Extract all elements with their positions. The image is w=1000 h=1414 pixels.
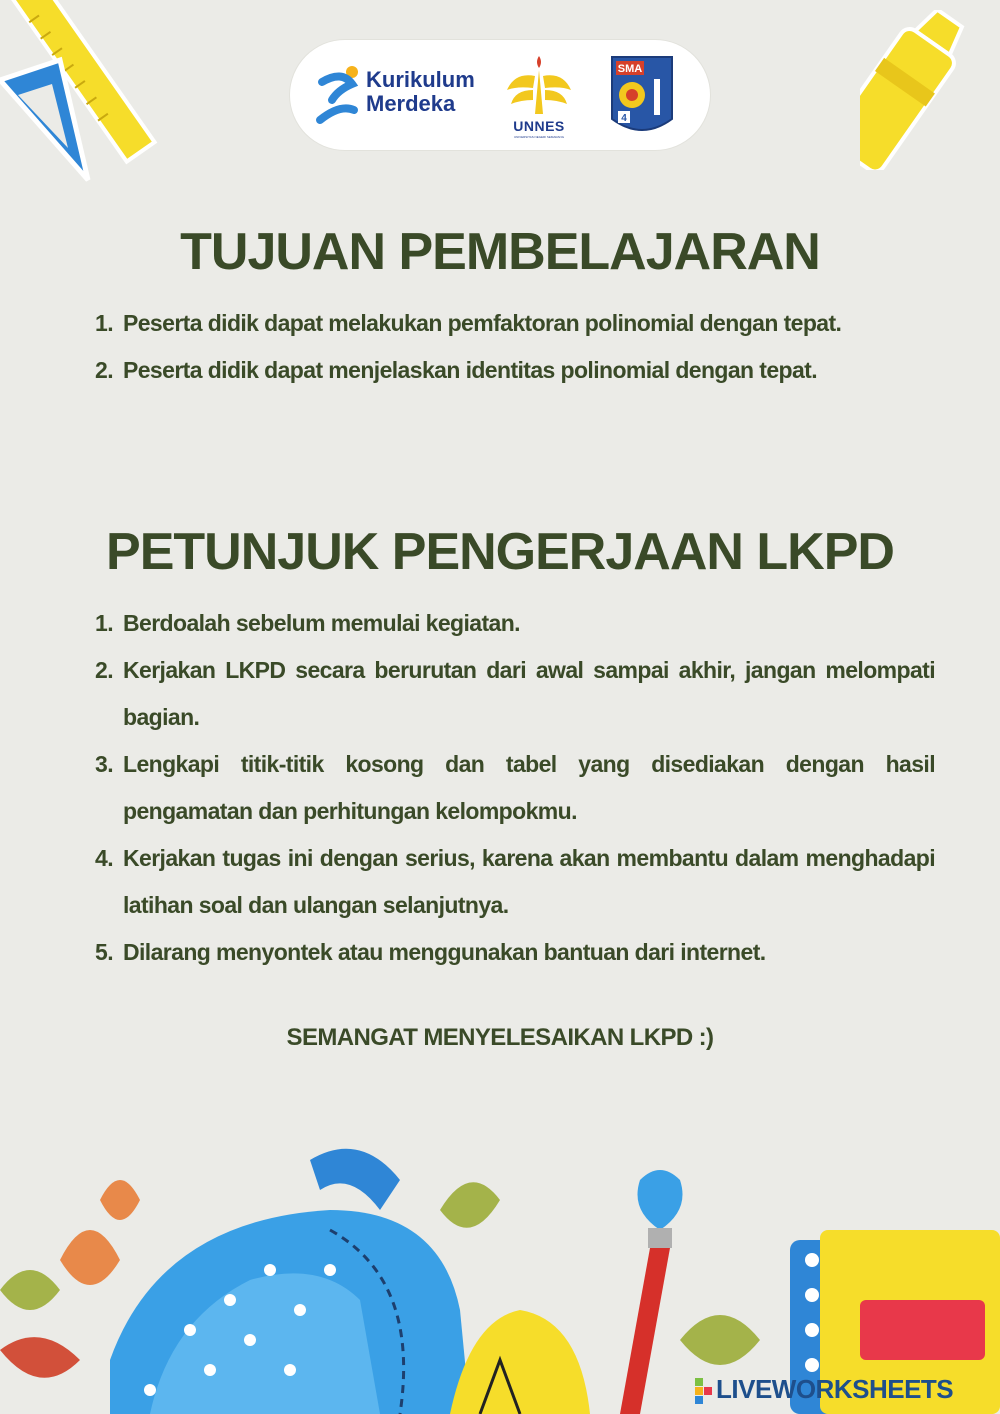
unnes-label: UNNES [513, 118, 565, 134]
list-number: 3. [95, 751, 113, 777]
kurikulum-merdeka-logo-icon [312, 64, 362, 126]
list-text: Kerjakan LKPD secara berurutan dari awal sampai akhir, jangan melompati bagian. [123, 657, 935, 730]
petunjuk-list [95, 600, 935, 976]
liveworksheets-watermark: LIVEWORKSHEETS [716, 1374, 954, 1404]
tujuan-list [95, 300, 935, 394]
unnes-sub-label: UNIVERSITAS NEGERI SEMARANG [513, 135, 565, 139]
list-item [95, 347, 935, 394]
list-text: Peserta didik dapat menjelaskan identitas polinomial dengan tepat. [123, 357, 818, 383]
list-text: Berdoalah sebelum memulai kegiatan. [123, 610, 520, 636]
sma-school-logo-icon [610, 55, 674, 141]
ruler-decoration [0, 0, 160, 200]
kurikulum-merdeka-logo-text [366, 68, 475, 116]
sma-number: 4 [621, 113, 627, 124]
closing-message: SEMANGAT MENYELESAIKAN LKPD :) [286, 1024, 714, 1051]
list-item [95, 929, 935, 976]
petunjuk-title: PETUNJUK PENGERJAAN LKPD [106, 523, 894, 581]
list-item [95, 300, 935, 347]
highlighter-decoration [860, 10, 1000, 170]
list-item [95, 835, 935, 929]
list-number: 2. [95, 357, 113, 383]
school-supplies-illustration [0, 1140, 1000, 1414]
list-text: Kerjakan tugas ini dengan serius, karena akan membantu dalam menghadapi latihan soal dan ulangan selanjutnya. [123, 845, 935, 918]
unnes-logo-icon [505, 50, 573, 118]
list-text: Dilarang menyontek atau menggunakan bantuan dari internet. [123, 939, 766, 965]
tujuan-title: TUJUAN PEMBELAJARAN [180, 223, 820, 281]
list-text: Peserta didik dapat melakukan pemfaktoran polinomial dengan tepat. [123, 310, 842, 336]
list-number: 4. [95, 845, 113, 871]
merdeka-label: Merdeka [366, 91, 456, 116]
list-item [95, 741, 935, 835]
list-number: 5. [95, 939, 113, 965]
kurikulum-label: Kurikulum [366, 67, 475, 92]
list-number: 1. [95, 310, 113, 336]
sma-label: SMA [617, 63, 643, 75]
list-item [95, 600, 935, 647]
list-item [95, 647, 935, 741]
liveworksheets-logo-icon [695, 1378, 713, 1404]
list-text: Lengkapi titik-titik kosong dan tabel yang disediakan dengan hasil pengamatan dan perhitungan kelompokmu. [123, 751, 935, 824]
list-number: 2. [95, 657, 113, 683]
list-number: 1. [95, 610, 113, 636]
